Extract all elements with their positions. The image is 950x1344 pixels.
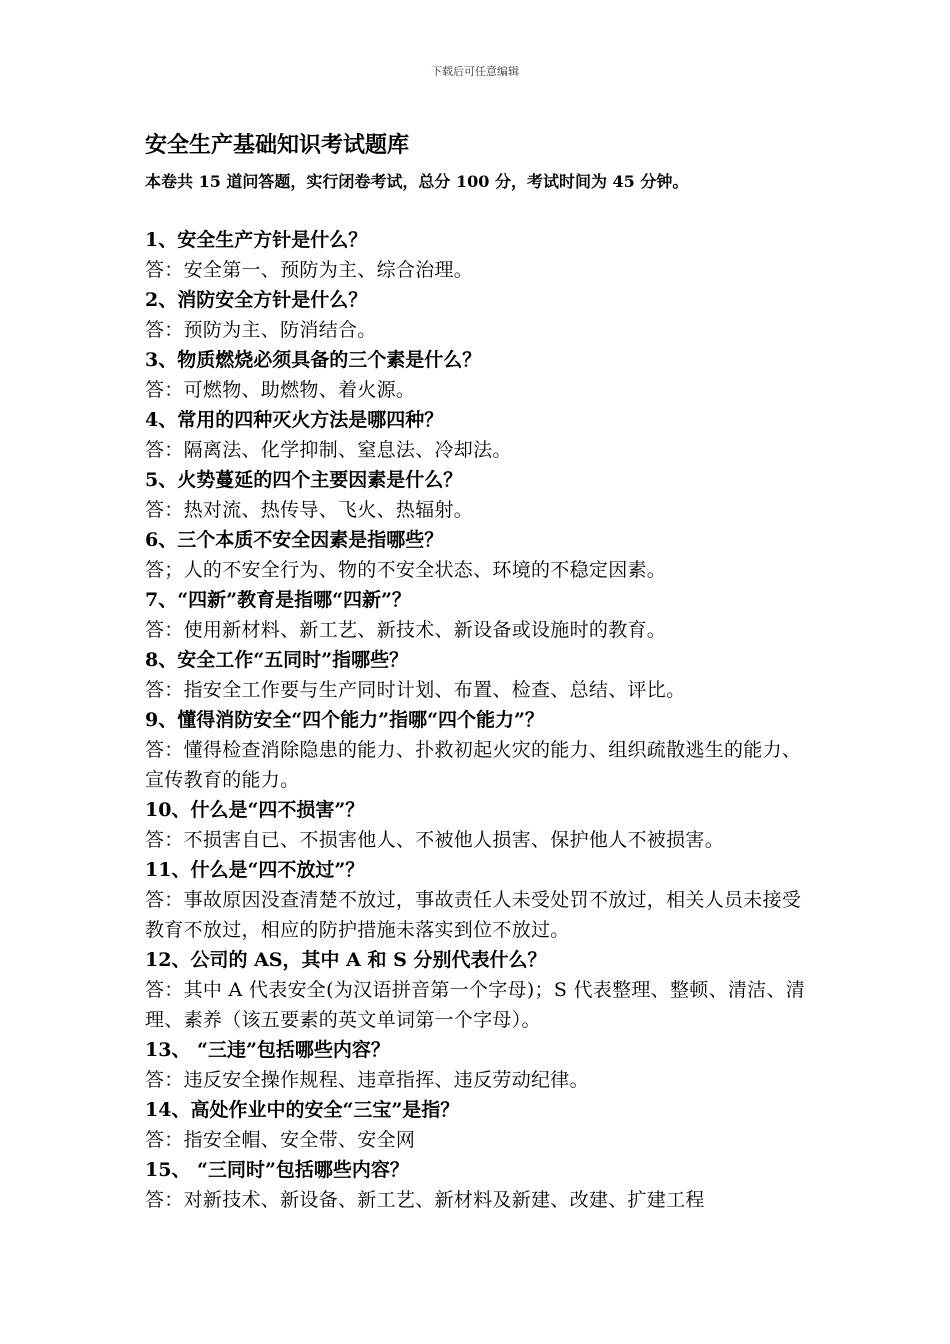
answer-5: 答：热对流、热传导、飞火、热辐射。	[145, 499, 474, 521]
answer-15: 答：对新技术、新设备、新工艺、新材料及新建、改建、扩建工程	[145, 1189, 705, 1211]
answer-1: 答：安全第一、预防为主、综合治理。	[145, 259, 474, 281]
qa-list	[145, 225, 807, 1215]
document-intro: 本卷共 15 道问答题，实行闭卷考试，总分 100 分，考试时间为 45 分钟。	[145, 172, 689, 191]
answer-10: 答：不损害自已、不损害他人、不被他人损害、保护他人不被损害。	[145, 829, 725, 851]
document-title: 安全生产基础知识考试题库	[145, 132, 410, 158]
question-9: 9、懂得消防安全“四个能力”指哪“四个能力”？	[145, 709, 544, 731]
question-13: 13、 “三违”包括哪些内容？	[145, 1039, 390, 1061]
question-10: 10、什么是“四不损害”？	[145, 799, 365, 821]
answer-8: 答：指安全工作要与生产同时计划、布置、检查、总结、评比。	[145, 679, 686, 701]
answer-3: 答：可燃物、助燃物、着火源。	[145, 379, 416, 401]
question-7: 7、“四新”教育是指哪“四新”？	[145, 589, 411, 611]
question-6: 6、三个本质不安全因素是指哪些？	[145, 529, 444, 551]
answer-11: 答：事故原因没查清楚不放过，事故责任人未受处罚不放过，相关人员未接受教育不放过，相应的防护措施未落实到位不放过。	[145, 889, 802, 941]
answer-14: 答：指安全帽、安全带、安全网	[145, 1129, 416, 1151]
question-5: 5、火势蔓延的四个主要因素是什么？	[145, 469, 463, 491]
question-14: 14、高处作业中的安全“三宝”是指？	[145, 1099, 460, 1121]
question-8: 8、安全工作“五同时”指哪些？	[145, 649, 409, 671]
question-1: 1、安全生产方针是什么？	[145, 229, 368, 251]
question-15: 15、 “三同时”包括哪些内容？	[145, 1159, 409, 1181]
answer-12: 答：其中 A 代表安全(为汉语拼音第一个字母)；S 代表整理、整顿、清洁、清理、素养（该五要素的英文单词第一个字母）。	[145, 979, 806, 1031]
answer-6: 答；人的不安全行为、物的不安全状态、环境的不稳定因素。	[145, 559, 667, 581]
answer-9: 答：懂得检查消除隐患的能力、扑救初起火灾的能力、组织疏散逃生的能力、宣传教育的能力。	[145, 739, 802, 791]
answer-7: 答：使用新材料、新工艺、新技术、新设备或设施时的教育。	[145, 619, 667, 641]
question-2: 2、消防安全方针是什么？	[145, 289, 368, 311]
page-header-note: 下载后可任意编辑	[431, 65, 519, 78]
question-3: 3、物质燃烧必须具备的三个素是什么？	[145, 349, 482, 371]
question-11: 11、什么是“四不放过”？	[145, 859, 365, 881]
question-12: 12、公司的 AS，其中 A 和 S 分别代表什么？	[145, 949, 547, 971]
answer-2: 答：预防为主、防消结合。	[145, 319, 377, 341]
answer-4: 答：隔离法、化学抑制、窒息法、冷却法。	[145, 439, 512, 461]
question-4: 4、常用的四种灭火方法是哪四种？	[145, 409, 444, 431]
answer-13: 答：违反安全操作规程、违章指挥、违反劳动纪律。	[145, 1069, 589, 1091]
